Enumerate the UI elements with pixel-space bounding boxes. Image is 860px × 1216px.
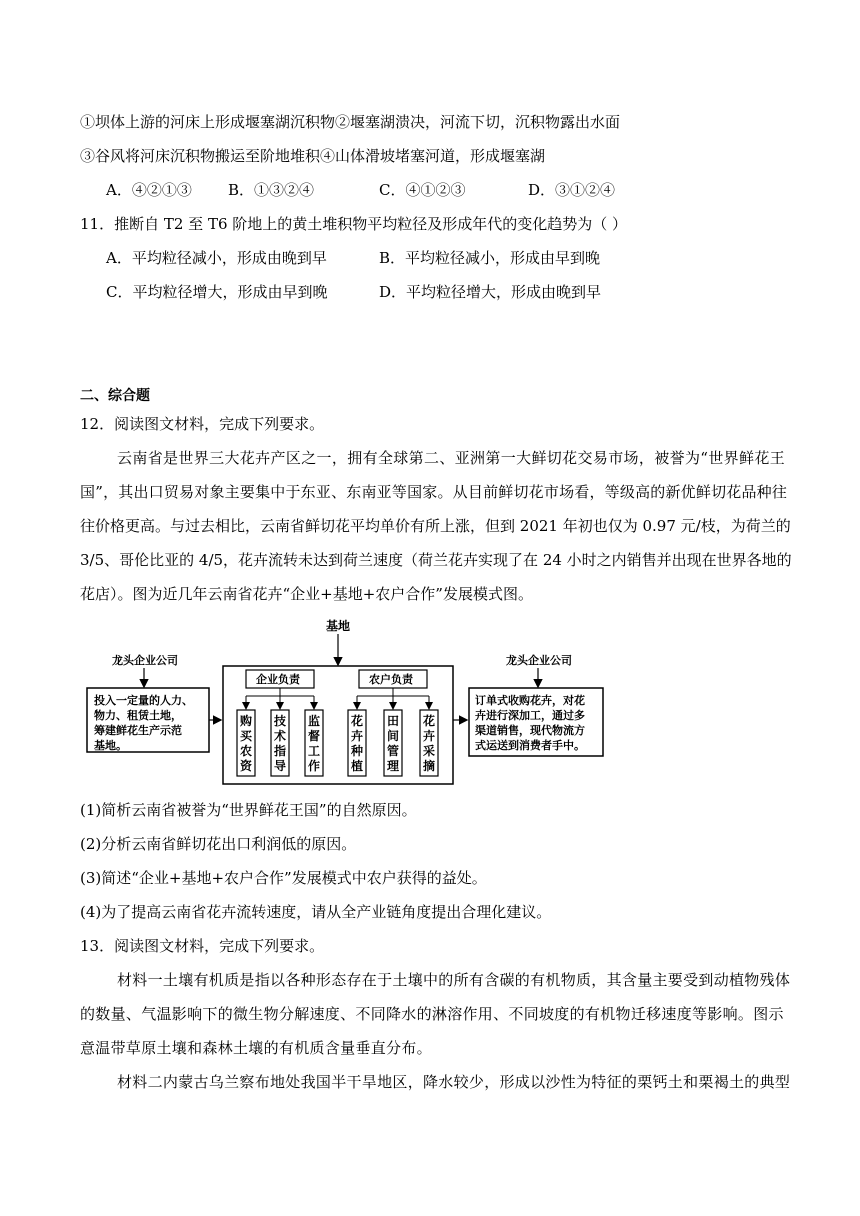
q12-para-line-4: 3/5、哥伦比亚的 4/5，花卉流转未达到荷兰速度（荷兰花卉实现了在 24 小时之内销售并出现在世界各地的 bbox=[80, 551, 792, 569]
development-model-diagram bbox=[86, 618, 606, 790]
q10-option-a: A．④②①③ bbox=[106, 181, 192, 199]
task-char: 技 bbox=[274, 714, 287, 728]
task-char: 导 bbox=[274, 759, 287, 773]
right-box-line: 卉进行深加工，通过多 bbox=[475, 709, 585, 722]
task-char: 田 bbox=[387, 714, 400, 728]
right-title: 龙头企业公司 bbox=[506, 654, 572, 667]
task-char: 资 bbox=[240, 759, 253, 773]
section-title: 二、综合题 bbox=[80, 388, 150, 404]
task-char: 植 bbox=[351, 759, 364, 773]
left-box-line: 投入一定量的人力、 bbox=[94, 694, 193, 707]
task-char: 购 bbox=[240, 714, 253, 728]
q11-option-c: C．平均粒径增大，形成由早到晚 bbox=[106, 283, 328, 301]
q12-para-line-2: 国”，其出口贸易对象主要集中于东亚、东南亚等国家。从目前鲜切花市场看，等级高的新优鲜切花品种往 bbox=[80, 483, 788, 501]
left-box-line: 基地。 bbox=[94, 739, 127, 752]
q13-stem: 13．阅读图文材料，完成下列要求。 bbox=[80, 937, 325, 955]
task-char: 采 bbox=[423, 744, 436, 758]
q13-material2-line-1: 材料二内蒙古乌兰察布地处我国半干旱地区，降水较少，形成以沙性为特征的栗钙土和栗褐土的典型 bbox=[117, 1073, 791, 1091]
farmer-label: 农户负责 bbox=[369, 673, 413, 686]
q12-sub-1: (1)简析云南省被誉为“世界鲜花王国”的自然原因。 bbox=[80, 801, 417, 819]
task-char: 理 bbox=[387, 759, 400, 773]
q13-material1-line-3: 意温带草原土壤和森林土壤的有机质含量垂直分布。 bbox=[80, 1039, 432, 1057]
q10-option-c: C．④①②③ bbox=[379, 181, 466, 199]
task-char: 指 bbox=[274, 744, 287, 758]
q12-stem: 12．阅读图文材料，完成下列要求。 bbox=[80, 415, 325, 433]
q13-material1-line-1: 材料一土壤有机质是指以各种形态存在于土壤中的所有含碳的有机物质，其含量主要受到动植物残体 bbox=[117, 971, 791, 989]
task-char: 花 bbox=[423, 714, 436, 728]
base-label: 基地 bbox=[326, 619, 351, 633]
task-char: 种 bbox=[351, 744, 364, 758]
q12-sub-2: (2)分析云南省鲜切花出口利润低的原因。 bbox=[80, 835, 357, 853]
task-char: 工 bbox=[308, 744, 321, 758]
q12-sub-4: (4)为了提高云南省花卉流转速度，请从全产业链角度提出合理化建议。 bbox=[80, 903, 552, 921]
task-char: 卉 bbox=[423, 729, 436, 743]
q12-sub-3: (3)简述“企业+基地+农户合作”发展模式中农户获得的益处。 bbox=[80, 869, 487, 887]
task-char: 摘 bbox=[423, 759, 436, 773]
q10-statement-1: ①坝体上游的河床上形成堰塞湖沉积物②堰塞湖溃决，河流下切，沉积物露出水面 bbox=[80, 113, 621, 131]
q10-statement-2: ③谷风将河床沉积物搬运至阶地堆积④山体滑坡堵塞河道，形成堰塞湖 bbox=[80, 147, 546, 165]
task-char: 农 bbox=[240, 744, 253, 758]
q11-option-a: A．平均粒径减小，形成由晚到早 bbox=[106, 249, 327, 267]
q13-material1-line-2: 的数量、气温影响下的微生物分解速度、不同降水的淋溶作用、不同坡度的有机物迁移速度等影响。图示 bbox=[80, 1005, 784, 1023]
task-char: 术 bbox=[274, 729, 287, 743]
task-char: 督 bbox=[308, 729, 321, 743]
q10-option-d: D．③①②④ bbox=[528, 181, 616, 199]
q10-option-b: B．①③②④ bbox=[228, 181, 315, 199]
right-box-line: 式运送到消费者手中。 bbox=[475, 739, 585, 752]
q12-para-line-1: 云南省是世界三大花卉产区之一，拥有全球第二、亚洲第一大鲜切花交易市场，被誉为“世界鲜花王 bbox=[117, 449, 786, 467]
left-box-line: 筹建鲜花生产示范 bbox=[94, 724, 182, 737]
task-char: 监 bbox=[308, 714, 321, 728]
task-char: 管 bbox=[387, 744, 400, 758]
q12-para-line-5: 花店）。图为近几年云南省花卉“企业+基地+农户合作”发展模式图。 bbox=[80, 585, 533, 603]
task-char: 作 bbox=[308, 759, 321, 773]
left-box-line: 物力、租赁土地， bbox=[94, 709, 182, 722]
right-box-line: 渠道销售，现代物流方 bbox=[475, 724, 585, 737]
left-title: 龙头企业公司 bbox=[112, 654, 178, 667]
q12-para-line-3: 往价格更高。与过去相比，云南省鲜切花平均单价有所上涨，但到 2021 年初也仅为 0.97 元/枝，为荷兰的 bbox=[80, 517, 791, 535]
task-char: 买 bbox=[240, 729, 253, 743]
q11-option-d: D．平均粒径增大，形成由晚到早 bbox=[379, 283, 602, 301]
enterprise-label: 企业负责 bbox=[256, 673, 300, 686]
q11-option-b: B．平均粒径减小，形成由早到晚 bbox=[379, 249, 601, 267]
task-char: 间 bbox=[387, 729, 400, 743]
right-box-line: 订单式收购花卉，对花 bbox=[475, 694, 585, 707]
task-char: 卉 bbox=[351, 729, 364, 743]
q11-stem: 11．推断自 T2 至 T6 阶地上的黄土堆积物平均粒径及形成年代的变化趋势为（ ） bbox=[80, 215, 628, 233]
task-char: 花 bbox=[351, 714, 364, 728]
